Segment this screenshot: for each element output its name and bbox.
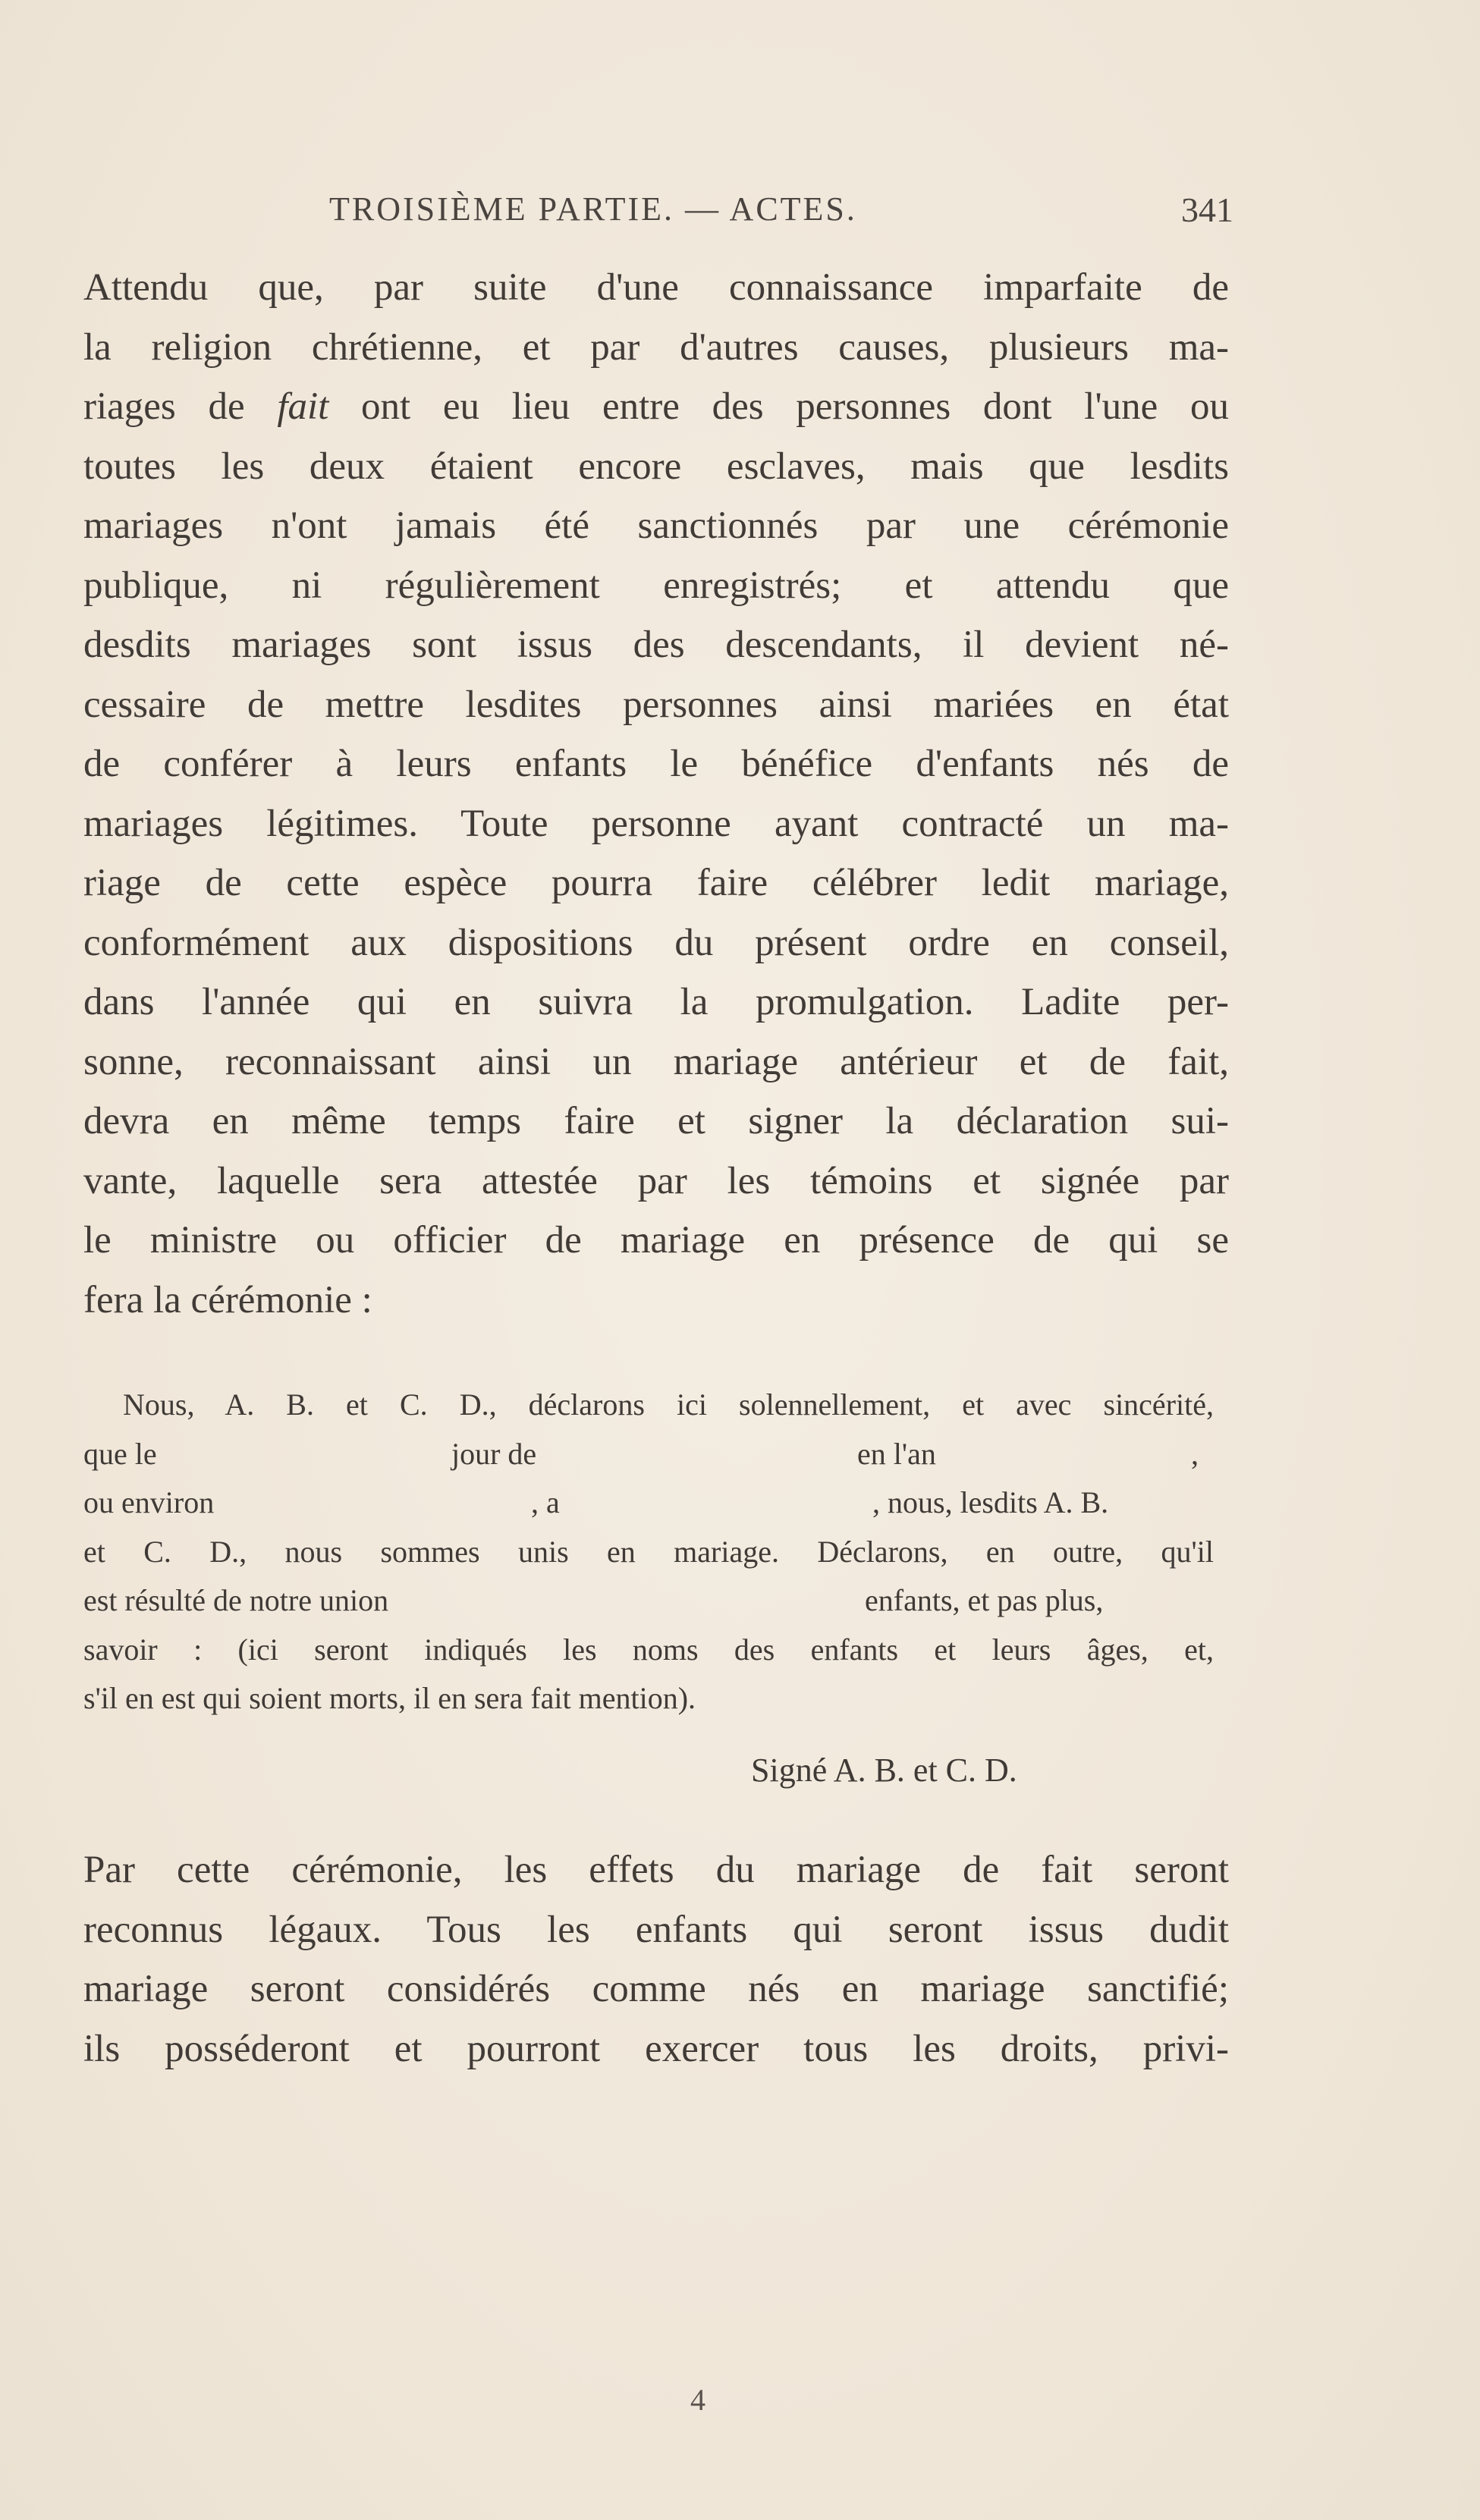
text-line: Par cette cérémonie, les effets du mariage de fait seront — [83, 1849, 1229, 1891]
text-line: ils posséderont et pourront exercer tous les droits, privi- — [83, 2027, 1229, 2070]
text-line: conformément aux dispositions du présent ordre en conseil, — [83, 921, 1229, 964]
paragraph-2 — [83, 1840, 1229, 2079]
text-line: riage de cette espèce pourra faire célébrer ledit mariage, — [83, 862, 1229, 904]
text-fragment: ont eu lieu entre des personnes dont l'une ou — [328, 385, 1229, 428]
text-fragment: ou environ — [83, 1485, 215, 1519]
declaration-line: Nous, A. B. et C. D., déclarons ici solennellement, et avec sincérité, — [123, 1387, 1214, 1422]
page-header — [126, 190, 1233, 243]
declaration-line-blanks — [83, 1478, 1214, 1528]
text-fragment: , a — [531, 1485, 560, 1519]
text-fragment: riages de — [83, 385, 278, 428]
text-line: publique, ni régulièrement enregistrés; et attendu que — [83, 564, 1229, 607]
text-line: reconnus légaux. Tous les enfants qui seront issus dudit — [83, 1908, 1229, 1951]
text-line: vante, laquelle sera attestée par les témoins et signée par — [83, 1159, 1229, 1202]
declaration-block — [83, 1381, 1214, 1723]
text-line-with-italic — [83, 377, 1229, 437]
text-line: dans l'année qui en suivra la promulgation. Ladite per- — [83, 981, 1229, 1023]
text-fragment: enfants, et pas plus, — [865, 1583, 1104, 1617]
text-fragment: en l'an — [857, 1436, 936, 1471]
declaration-line: s'il en est qui soient morts, il en sera fait mention). — [83, 1681, 696, 1715]
text-line: le ministre ou officier de mariage en présence de qui se — [83, 1219, 1229, 1262]
text-line: la religion chrétienne, et par d'autres causes, plusieurs ma- — [83, 325, 1229, 369]
text-line: mariages n'ont jamais été sanctionnés par une cérémonie — [83, 504, 1229, 547]
text-line: mariage seront considérés comme nés en mariage sanctifié; — [83, 1968, 1229, 2010]
text-line: mariages légitimes. Toute personne ayant contracté un ma- — [83, 802, 1229, 845]
page-number: 341 — [1181, 190, 1233, 229]
declaration-line: savoir : (ici seront indiqués les noms des enfants et leurs âges, et, — [83, 1632, 1214, 1667]
text-fragment: est résulté de notre union — [83, 1583, 389, 1617]
text-line: toutes les deux étaient encore esclaves, mais que lesdits — [83, 445, 1229, 488]
text-fragment: que le — [83, 1436, 157, 1471]
text-line: cessaire de mettre lesdites personnes ainsi mariées en état — [83, 683, 1229, 726]
text-line: devra en même temps faire et signer la déclaration sui- — [83, 1100, 1229, 1142]
declaration-line: et C. D., nous sommes unis en mariage. Déclarons, en outre, qu'il — [83, 1534, 1214, 1569]
text-fragment: , nous, lesdits A. B. — [872, 1485, 1109, 1519]
declaration-line-blanks — [83, 1576, 1214, 1626]
text-fragment: jour de — [451, 1436, 537, 1471]
signature-mark: 4 — [690, 2383, 705, 2417]
italic-word: fait — [277, 385, 329, 428]
text-line: fera la cérémonie : — [83, 1278, 372, 1321]
running-head: TROISIÈME PARTIE. — ACTES. — [329, 190, 857, 228]
text-fragment: , — [1191, 1436, 1199, 1471]
declaration-line-blanks — [83, 1430, 1214, 1479]
text-line: sonne, reconnaissant ainsi un mariage antérieur et de fait, — [83, 1040, 1229, 1083]
text-line: Attendu que, par suite d'une connaissance imparfaite de — [83, 266, 1229, 309]
paragraph-1 — [83, 258, 1229, 1330]
signature-line: Signé A. B. et C. D. — [751, 1752, 1017, 1789]
text-line: de conférer à leurs enfants le bénéfice d'enfants nés de — [83, 743, 1229, 785]
text-line: desdits mariages sont issus des descendants, il devient né- — [83, 624, 1229, 666]
